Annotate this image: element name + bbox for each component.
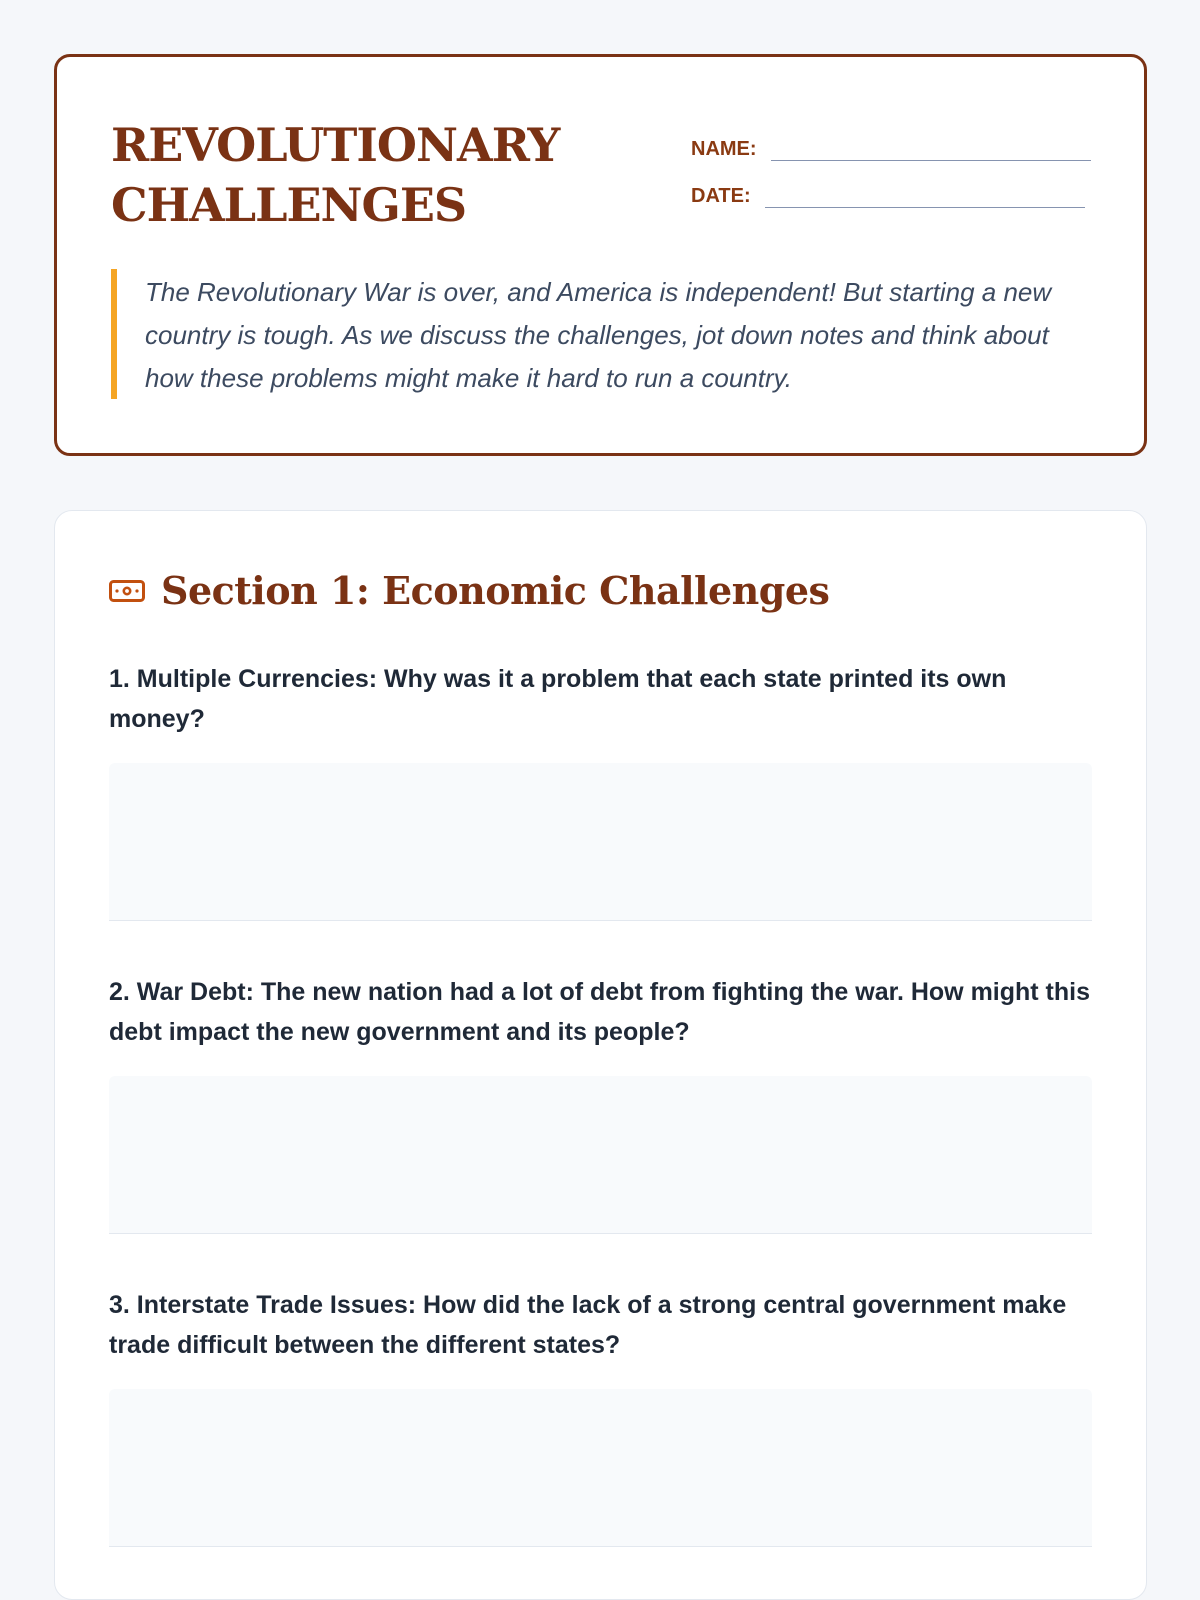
answer-box-2[interactable] (109, 1076, 1092, 1234)
date-field-row (691, 180, 1085, 208)
header-card (54, 54, 1147, 456)
section-title: Section 1: Economic Challenges (161, 568, 830, 613)
question-2-text: 2. War Debt: The new nation had a lot of debt from fighting the war. How might this debt impact the new government and its people? (109, 978, 1091, 1046)
section-card (54, 510, 1147, 1600)
question-1 (109, 659, 1099, 921)
date-field[interactable] (765, 180, 1085, 208)
answer-box-1[interactable] (109, 763, 1092, 921)
name-field-row (691, 133, 1091, 161)
section-heading (109, 565, 829, 617)
question-3 (109, 1285, 1099, 1547)
name-label: NAME: (691, 138, 757, 160)
name-field[interactable] (771, 133, 1091, 161)
money-icon (109, 580, 145, 602)
worksheet-title: REVOLUTIONARY CHALLENGES (111, 118, 560, 232)
answer-box-3[interactable] (109, 1389, 1092, 1547)
question-2 (109, 972, 1099, 1234)
date-label: DATE: (691, 185, 751, 207)
question-1-text: 1. Multiple Currencies: Why was it a problem that each state printed its own money? (109, 665, 1007, 733)
question-3-text: 3. Interstate Trade Issues: How did the lack of a strong central government make trade difficult between the different states? (109, 1291, 1067, 1359)
intro-text: The Revolutionary War is over, and America is independent! But starting a new country is tough. As we discuss the challenges, jot down notes and think about how these problems might make it hard to run a country. (111, 269, 1071, 399)
